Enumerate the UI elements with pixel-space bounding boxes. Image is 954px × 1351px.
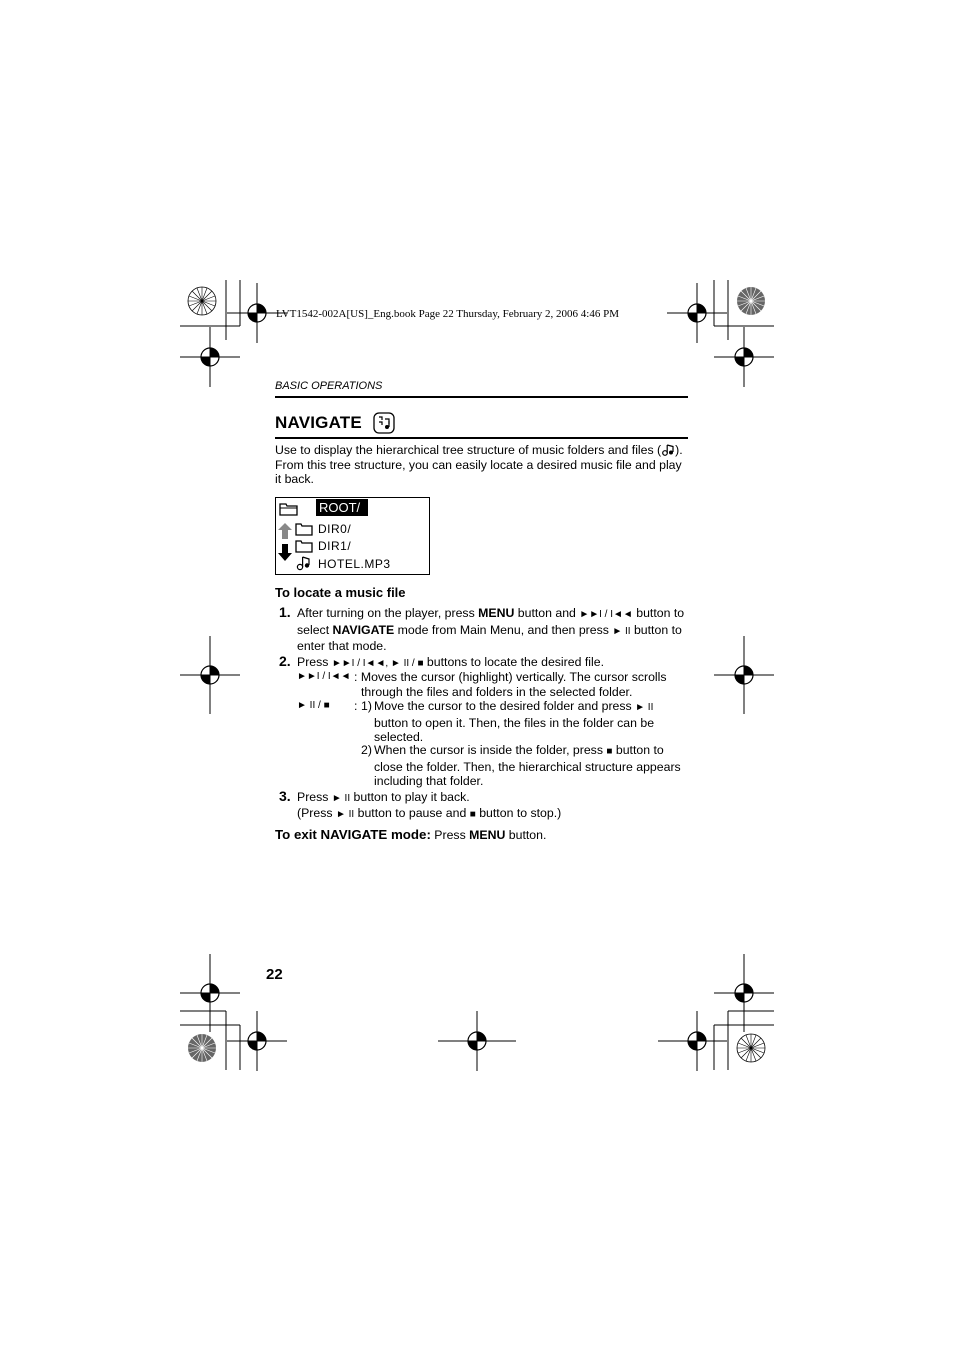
step-1 (297, 606, 689, 654)
step-text: button to open it. Then, the files in the folder can be selected. (374, 715, 655, 745)
page-number: 22 (266, 966, 283, 983)
step-text: button to pause and (354, 806, 470, 820)
step-3 (297, 790, 689, 807)
stop-symbol: ■ (606, 746, 613, 757)
step-text: After turning on the player, press (297, 606, 479, 620)
file-entry: HOTEL.MP3 (318, 557, 391, 571)
section-divider (275, 396, 688, 398)
title-divider (275, 437, 688, 439)
menu-key-label: MENU (469, 828, 506, 842)
up-arrow-icon (278, 523, 292, 539)
step-text: button to stop.) (475, 806, 562, 820)
lcd-display (275, 497, 430, 575)
step-number: 2. (279, 653, 291, 669)
play-pause-symbol: ► II (612, 625, 631, 637)
step-text: mode from Main Menu, and then press (394, 622, 613, 637)
step-text: (Press (297, 806, 336, 820)
folder-icon (295, 539, 313, 553)
play-pause-symbol: ► II (335, 809, 355, 820)
colon: : (354, 699, 358, 713)
menu-key-label: MENU (478, 606, 515, 620)
skip-buttons-symbol: ►►I / I◄◄ (297, 671, 351, 682)
step-text: button to close the folder. Then, the hierarchical structure appears including that folder. (374, 743, 681, 789)
play-stop-symbol: ► II / ■ (297, 700, 330, 711)
exit-instruction (275, 827, 546, 842)
dir1-entry: DIR1/ (318, 539, 352, 553)
play-stop-item-1 (374, 699, 688, 745)
step-text: button to play it back. (350, 790, 470, 804)
exit-text: Press (430, 828, 470, 842)
step-text: button to select (297, 606, 685, 637)
step-text: Move the cursor to the desired folder and press (374, 699, 636, 713)
step-text: buttons to locate the desired file. (423, 655, 604, 669)
page-title: NAVIGATE (275, 413, 362, 432)
navigate-mode-icon (373, 412, 395, 434)
step-text: Press (297, 655, 332, 669)
dir0-entry: DIR0/ (318, 522, 352, 536)
play-stop-item-2 (374, 743, 688, 789)
step-number: 1. (279, 604, 291, 620)
step-text: button to enter that mode. (297, 622, 682, 654)
step-text: When the cursor is inside the folder, press (374, 743, 607, 757)
print-header-line: LVT1542-002A[US]_Eng.book Page 22 Thursday, February 2, 2006 4:46 PM (276, 308, 620, 320)
stop-symbol: ■ (469, 809, 476, 820)
skip-buttons-symbol: ►►I / I◄◄ (579, 609, 633, 620)
intro-paragraph (275, 443, 687, 487)
music-note-icon (661, 443, 675, 456)
list-number: 1) (361, 699, 372, 713)
list-number: 2) (361, 743, 372, 757)
music-file-icon (296, 555, 312, 571)
step-number: 3. (279, 788, 291, 804)
step-text: button and (514, 606, 580, 620)
control-symbols: ►►I / I◄◄, ► II / ■ (331, 658, 424, 669)
root-folder-highlight: ROOT/ (316, 499, 368, 516)
step-text: Press (297, 790, 332, 804)
exit-lead: To exit NAVIGATE mode: (275, 827, 431, 842)
down-arrow-icon (278, 544, 292, 561)
play-pause-symbol: ► II (635, 702, 654, 713)
intro-text-part1: Use to display the hierarchical tree structure of music folders and files ( (275, 443, 662, 457)
subheading: To locate a music file (275, 585, 406, 600)
step-3-note (297, 806, 689, 823)
open-folder-icon (279, 502, 299, 516)
navigate-key-label: NAVIGATE (332, 622, 395, 637)
play-pause-symbol: ► II (331, 793, 351, 804)
section-label: BASIC OPERATIONS (275, 380, 383, 392)
exit-text: button. (505, 828, 547, 842)
folder-icon (295, 522, 313, 536)
skip-description: : Moves the cursor (highlight) vertically. The cursor scrolls through the files and folders in the selected folder. (354, 670, 667, 699)
intro-text-part2: ). From this tree structure, you can easily locate a desired music file and play it back. (275, 443, 683, 487)
